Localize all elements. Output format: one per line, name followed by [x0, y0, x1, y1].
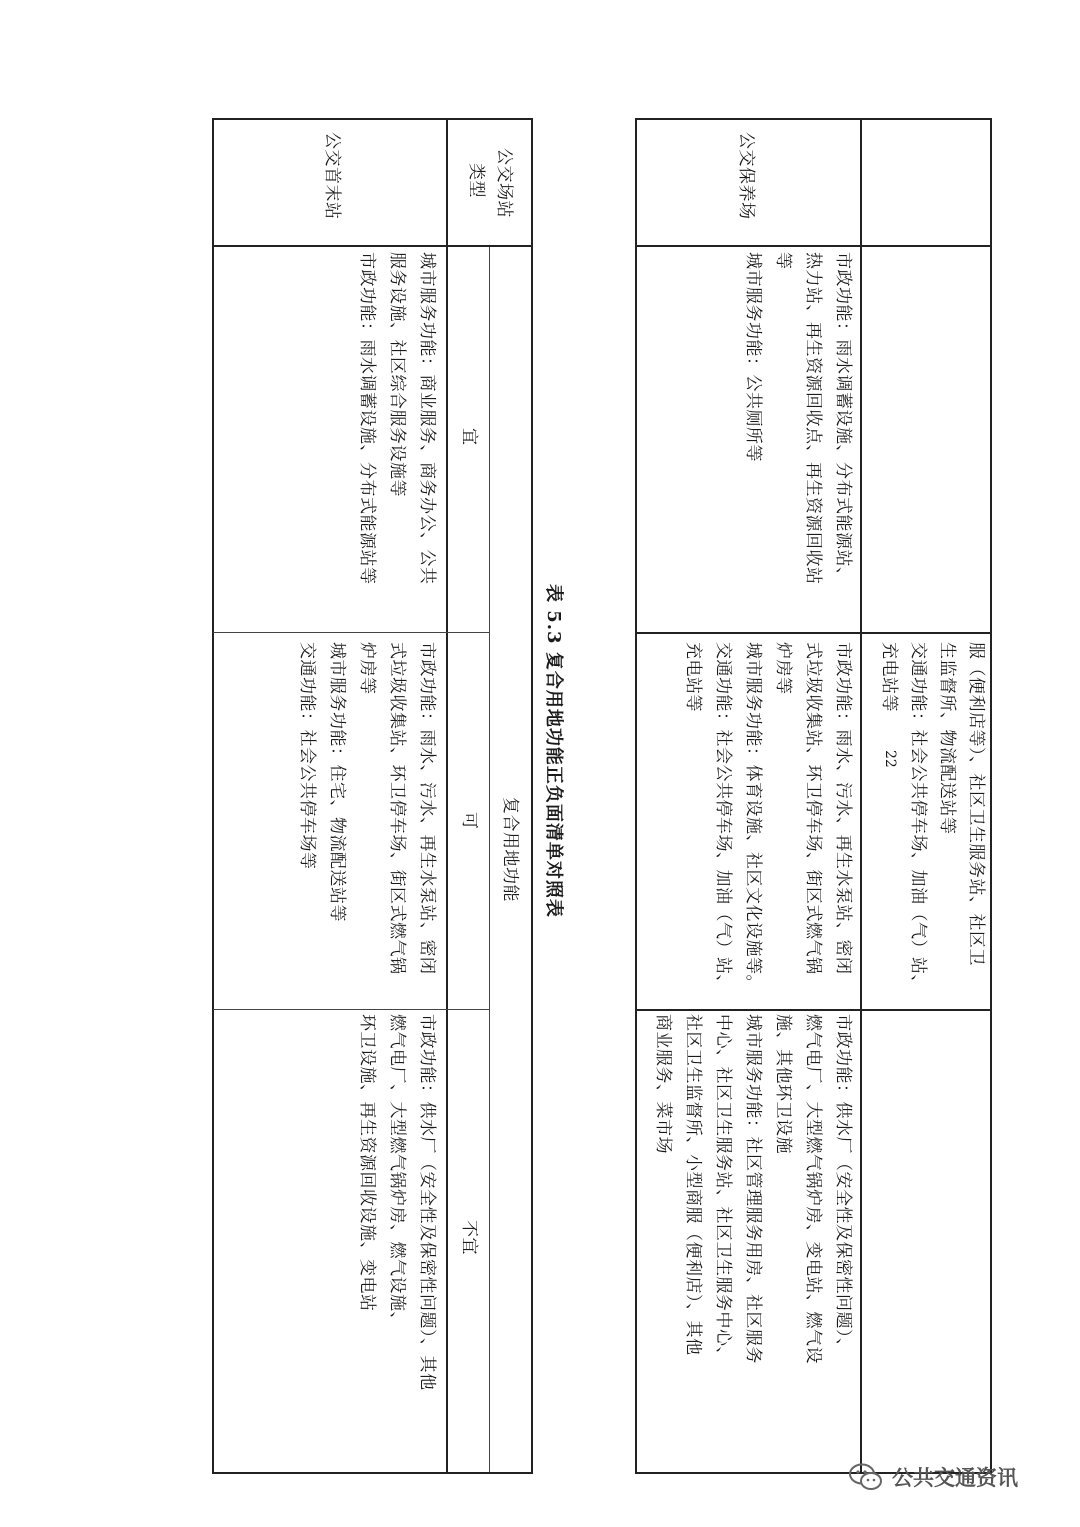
cell-line: 交通功能：社会公共停车场、加油（气）站、	[713, 642, 733, 992]
cell-line: 生监督所、物流配送站等	[937, 642, 957, 835]
table-caption: 表 5.3 复合用地功能正负面清单对照表	[543, 584, 564, 918]
cell-line: 市政功能：雨水、污水、再生水泵站、密闭	[417, 642, 437, 975]
lower-row1-label: 公交首末站	[322, 132, 342, 220]
cell-line: 服务设施、社区综合服务设施等	[387, 252, 407, 497]
header-type-line2: 类型	[466, 163, 486, 198]
header-col-suitable: 可	[459, 812, 479, 830]
cell-line: 交通功能：社会公共停车场等	[297, 642, 317, 870]
cell-line: 城市服务功能：住宅、物流配送站等	[327, 642, 347, 922]
header-col-unsuitable: 不宜	[459, 1220, 479, 1255]
cell-line: 等	[773, 252, 793, 270]
cell-line: 市政功能：供水厂（安全性及保密性问题）、其他	[417, 1014, 437, 1391]
cell-line: 市政功能：供水厂（安全性及保密性问题）、	[833, 1014, 853, 1356]
cell-line: 环卫设施、再生资源回收设施、变电站	[357, 1014, 377, 1312]
cell-line: 燃气电厂、大型燃气锅炉房、燃气设施、	[387, 1014, 407, 1329]
cell-line: 施、其他环卫设施	[773, 1014, 793, 1154]
cell-line: 市政功能：雨水调蓄设施、分布式能源站等	[357, 252, 377, 585]
cell-line: 商业服务、菜市场	[653, 1014, 673, 1154]
upper-row2-label: 公交保养场	[736, 132, 756, 220]
cell-line: 市政功能：雨水调蓄设施、分布式能源站、	[833, 252, 853, 585]
cell-line: 式垃圾收集站、环卫停车场、街区式燃气锅	[387, 642, 407, 975]
cell-line: 市政功能：雨水、污水、再生水泵站、密闭	[833, 642, 853, 975]
cell-line: 社区卫生监督所、小型商服（便利店）、其他	[683, 1014, 703, 1356]
cell-line: 服（便利店等）、社区卫生服务站、社区卫	[966, 642, 986, 966]
page-number: 22	[882, 750, 898, 768]
cell-line: 城市服务功能：商业服务、商务办公、公共	[417, 252, 437, 585]
cell-line: 热力站、再生资源回收点、再生资源回收站	[803, 252, 823, 585]
watermark-text: 公共交通资讯	[892, 1466, 1018, 1490]
cell-line: 交通功能：社会公共停车场、加油（气）站、	[908, 642, 928, 992]
cell-line: 城市服务功能：社区管理服务用房、社区服务	[743, 1014, 763, 1364]
cell-line: 炉房等	[773, 642, 793, 695]
rotated-page	[85, 62, 995, 1474]
header-group-label: 复合用地功能	[500, 797, 520, 902]
cell-line: 城市服务功能：体育设施、社区文化设施等。	[743, 642, 763, 992]
watermark	[848, 1455, 1058, 1499]
cell-line: 充电站等	[879, 642, 899, 712]
cell-line: 式垃圾收集站、环卫停车场、街区式燃气锅	[803, 642, 823, 975]
cell-line: 城市服务功能：公共厕所等	[743, 252, 763, 462]
cell-line: 燃气电厂、大型燃气锅炉房、变电站、燃气设	[803, 1014, 823, 1364]
cell-line: 炉房等	[357, 642, 377, 695]
cell-line: 中心、社区卫生服务站、社区卫生服务中心、	[713, 1014, 733, 1364]
cell-line: 充电站等	[683, 642, 703, 712]
wechat-icon	[848, 1462, 884, 1492]
header-type-line1: 公交场站	[494, 148, 514, 218]
header-col-appropriate: 宜	[459, 428, 479, 446]
